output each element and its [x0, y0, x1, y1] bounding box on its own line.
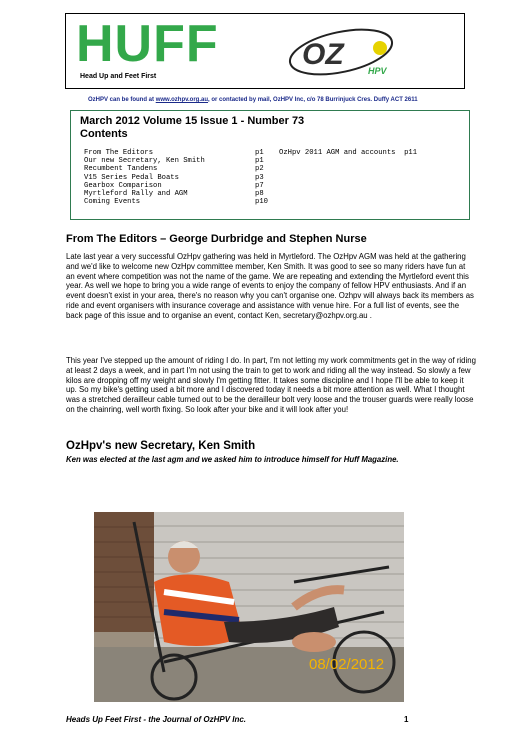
contents-heading: Contents: [80, 128, 128, 140]
toc-item: Gearbox Comparison: [84, 181, 162, 190]
toc-page: p2: [255, 165, 264, 174]
masthead: [65, 13, 465, 89]
footer-page-number: 1: [404, 715, 409, 724]
photo-ken-smith-recumbent: [94, 512, 404, 702]
toc-item: OzHpv 2011 AGM and accounts: [279, 149, 396, 157]
editors-heading: From The Editors – George Durbridge and Stephen Nurse: [66, 233, 367, 245]
toc-page: p1: [255, 157, 264, 166]
issue-title: March 2012 Volume 15 Issue 1 - Number 73: [80, 115, 305, 127]
svg-text:OZ: OZ: [302, 38, 344, 71]
toc-item: From The Editors: [84, 149, 154, 157]
ozhpv-logo: [286, 22, 406, 82]
footer-journal-title: Heads Up Feet First - the Journal of OzHPV Inc.: [66, 715, 247, 724]
huff-logo: HUFF: [76, 15, 219, 73]
svg-text:HPV: HPV: [368, 66, 387, 76]
contact-line: [88, 97, 418, 103]
secretary-intro: Ken was elected at the last agm and we asked him to introduce himself for Huff Magazine.: [66, 455, 399, 464]
editors-paragraph-2: This year I've stepped up the amount of riding I do. In part, I'm not letting my work commitments get in the way of riding at least 2 days a week, and in part I'm not using the train to get to work and riding all the way instead. So slowly a few kilos are dropping off my weight and slowly I'm getting fitter. It takes some discipline and I hope I'll be able to keep it up. So my bike's getting used a bit more and I discovered today it needs a bit more attention as well. What I thought was a stretched derailleur cable turned out to be the derailleur bolt very loose and the trouser guards were really loose on the chainring, well worth fixing. So look after your bike and it will look after you!: [66, 356, 476, 414]
contact-suffix: , or contacted by mail, OzHPV Inc, c/o 78 Burrinjuck Cres. Duffy ACT 2611: [208, 97, 418, 103]
toc-item: Recumbent Tandens: [84, 165, 158, 174]
toc-page: p7: [255, 181, 264, 190]
toc-page-column: [255, 149, 268, 206]
masthead-tagline: Head Up and Feet First: [80, 73, 157, 80]
toc-left-column: [84, 149, 205, 206]
toc-page: p10: [255, 198, 268, 207]
contents-box: [70, 110, 470, 220]
photo-illustration: [94, 512, 404, 702]
editors-paragraph-1: Late last year a very successful OzHpv gathering was held in Myrtleford. The OzHpv AGM was held at the gathering and we'd like to welcome new OzHpv committee member, Ken Smith. It was good to see so many riders have fun at an event where competition was not the name of the game. We are repeating and extending the Myrtleford event this year. As well we hope to bring you a wide range of events to enjoy the company of fellow HPV enthusiasts. And if an event doesn't exist in your area, there's no reason why you can't organise one. Ozhpv will always back its members as ride and event organisers with insurance coverage and assistance with venue hire. For a full list of events, see the back page of this issue and to organise an event, contact Ken, secretary@ozhpv.org.au .: [66, 252, 474, 320]
contact-prefix: OzHPV can be found at: [88, 97, 156, 103]
website-link[interactable]: www.ozhpv.org.au: [155, 97, 209, 103]
photo-date-stamp: 08/02/2012: [309, 656, 385, 673]
toc-page: p3: [255, 173, 264, 182]
toc-page: p8: [255, 190, 264, 199]
toc-item: Myrtleford Rally and AGM: [84, 190, 188, 199]
toc-page: p1: [255, 149, 264, 157]
toc-page: p11: [404, 149, 418, 157]
toc-right-column: [279, 149, 417, 157]
secretary-heading: OzHpv's new Secretary, Ken Smith: [66, 440, 256, 452]
toc-item: Coming Events: [84, 198, 141, 207]
toc-item: V15 Series Pedal Boats: [84, 173, 179, 182]
toc-item: Our new Secretary, Ken Smith: [84, 157, 205, 166]
